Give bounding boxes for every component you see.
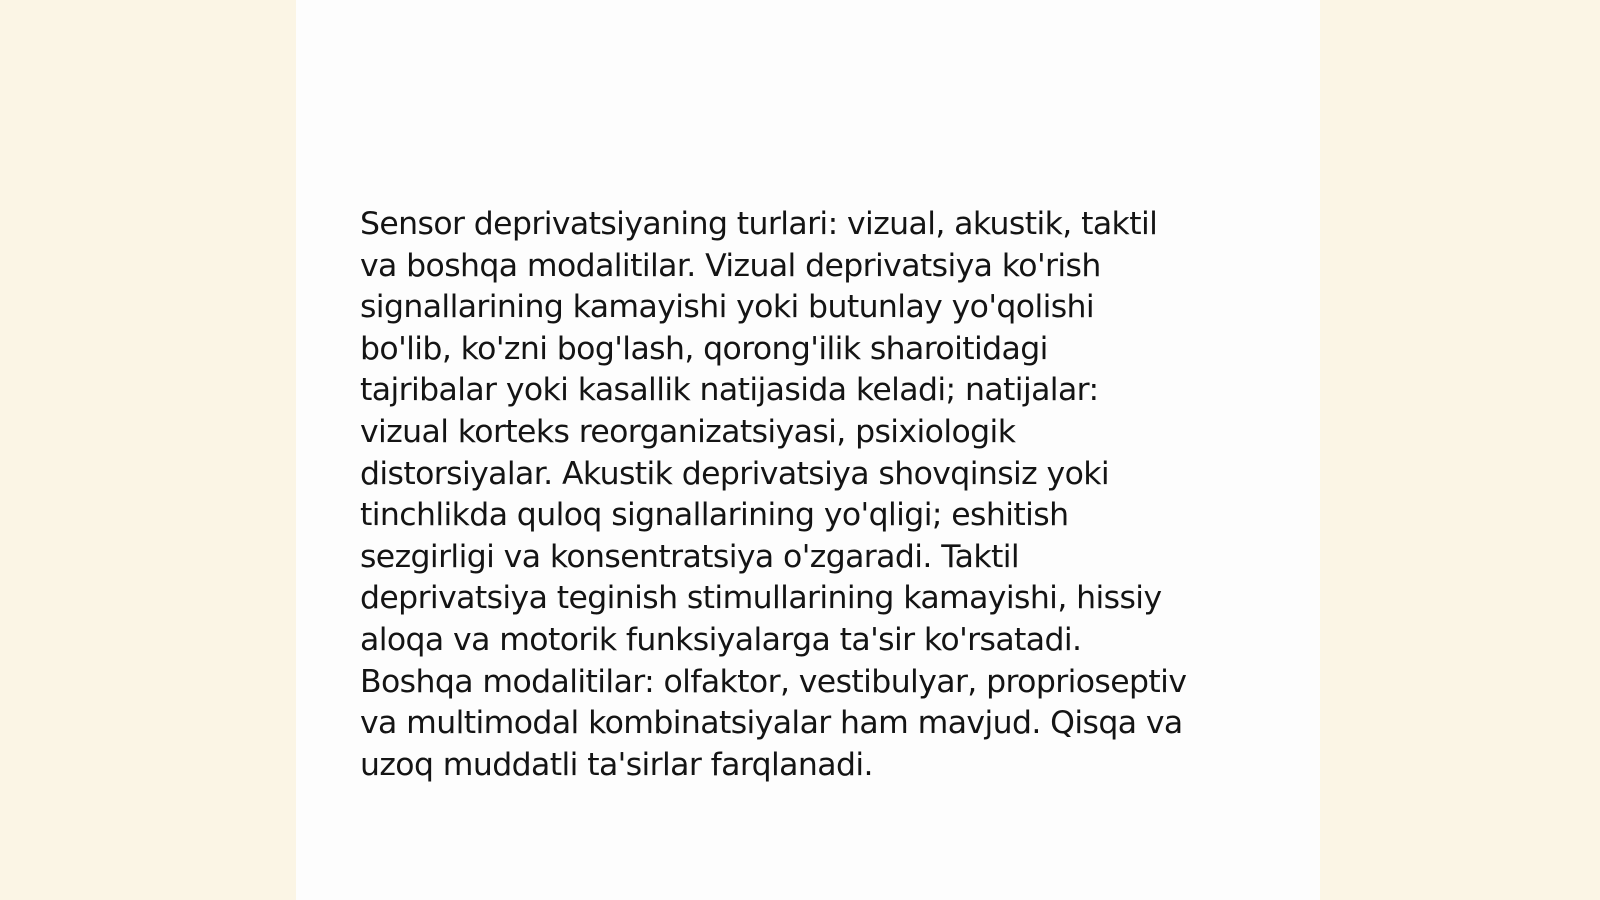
paragraph-line: tajribalar yoki kasallik natijasida keladi; natijalar: (360, 372, 1099, 409)
paragraph-line: va boshqa modalitilar. Vizual deprivatsiya ko'rish (360, 247, 1101, 284)
paragraph-line: aloqa va motorik funksiyalarga ta'sir ko'rsatadi. (360, 621, 1082, 658)
paragraph-line: Sensor deprivatsiyaning turlari: vizual, akustik, taktil (360, 206, 1158, 242)
paragraph-line: sezgirligi va konsentratsiya o'zgaradi. Taktil (360, 538, 1020, 575)
left-margin-background (0, 0, 296, 900)
paragraph-line: tinchlikda quloq signallarining yo'qligi; eshitish (360, 497, 1069, 534)
paragraph-line: uzoq muddatli ta'sirlar farqlanadi. (360, 746, 873, 783)
paragraph-line: bo'lib, ko'zni bog'lash, qorong'ilik sharoitidagi (360, 330, 1048, 367)
paragraph-line: vizual korteks reorganizatsiyasi, psixiologik (360, 413, 1016, 450)
right-margin-background (1320, 0, 1600, 900)
paragraph-line: signallarining kamayishi yoki butunlay yo'qolishi (360, 289, 1095, 326)
paragraph-line: Boshqa modalitilar: olfaktor, vestibulyar, proprioseptiv (360, 663, 1187, 700)
paragraph-line: va multimodal kombinatsiyalar ham mavjud. Qisqa va (360, 705, 1183, 742)
paragraph-line: distorsiyalar. Akustik deprivatsiya shovqinsiz yoki (360, 455, 1110, 492)
body-paragraph (360, 204, 1260, 786)
paragraph-line: deprivatsiya teginish stimullarining kamayishi, hissiy (360, 580, 1162, 617)
document-page (296, 0, 1320, 900)
